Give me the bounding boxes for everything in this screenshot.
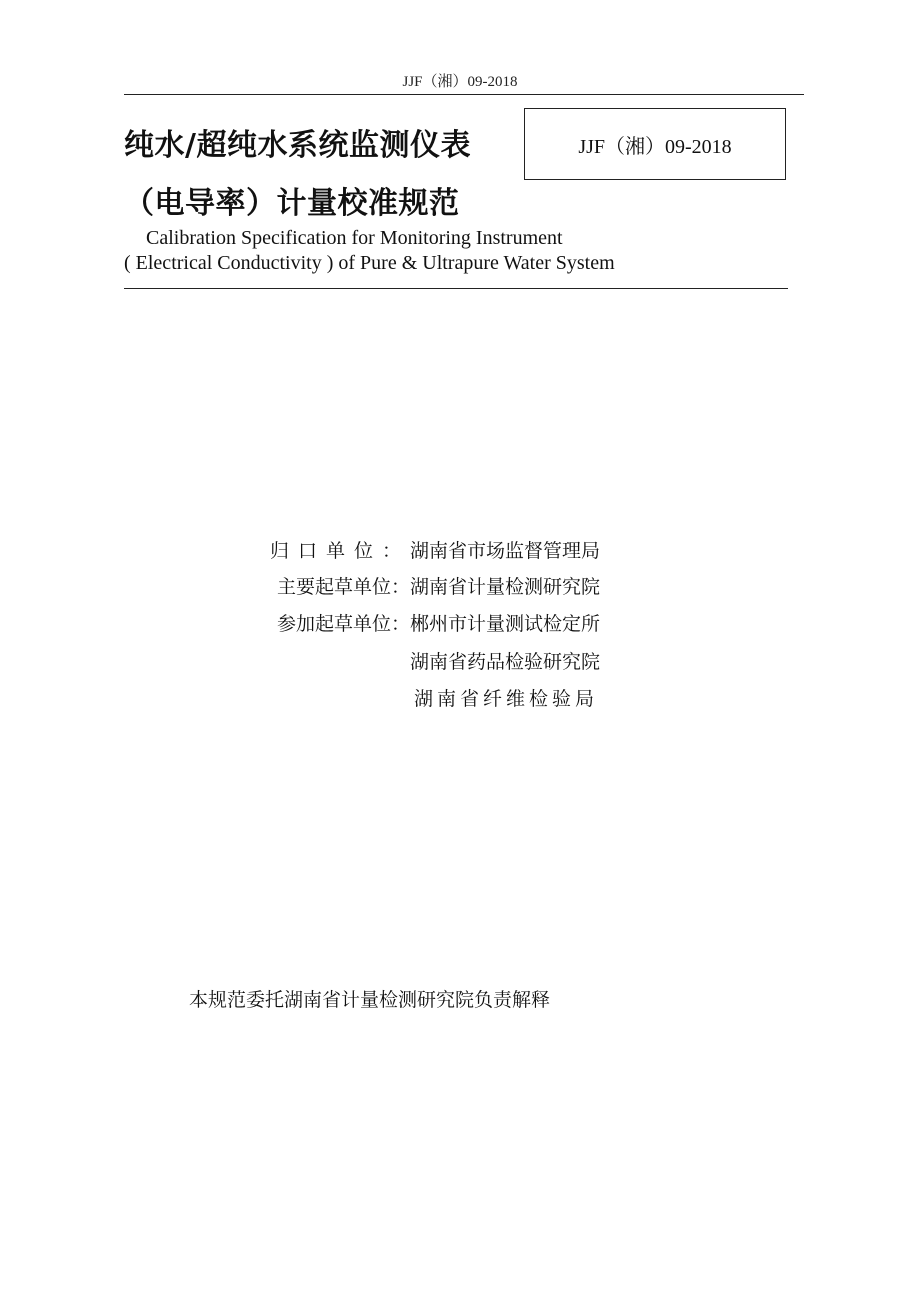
title-english-line-2: ( Electrical Conductivity ) of Pure & Ultrapure Water System [124, 252, 615, 274]
org-value: 湖南省计量检测研究院 [410, 576, 601, 598]
org-value: 湖南省纤维检验局 [414, 688, 599, 710]
org-row-participating-unit-2 [200, 647, 660, 674]
org-value: 湖南省市场监督管理局 [410, 540, 601, 562]
header-divider [124, 94, 804, 95]
org-label: 主要起草单位： [276, 576, 410, 598]
org-row-responsible-unit [200, 536, 660, 563]
org-value: 湖南省药品检验研究院 [410, 651, 601, 673]
interpretation-note: 本规范委托湖南省计量检测研究院负责解释 [189, 989, 551, 1011]
org-row-main-drafting-unit [200, 572, 660, 599]
document-code-box-text: JJF（湘）09-2018 [578, 135, 732, 158]
org-value: 郴州市计量测试检定所 [410, 613, 601, 635]
header-document-code: JJF（湘）09-2018 [402, 74, 518, 90]
org-label: 参加起草单位： [276, 613, 410, 635]
org-label: 归口单位： [269, 540, 410, 562]
org-row-participating-unit [200, 609, 660, 636]
title-chinese-line-2: （电导率）计量校准规范 [124, 186, 460, 221]
title-english-line-1: Calibration Specification for Monitoring Instrument [146, 227, 563, 249]
title-chinese-line-1: 纯水/超纯水系统监测仪表 [124, 128, 471, 163]
org-row-participating-unit-3 [200, 684, 660, 711]
document-code-box [524, 108, 786, 180]
title-divider [124, 288, 788, 289]
